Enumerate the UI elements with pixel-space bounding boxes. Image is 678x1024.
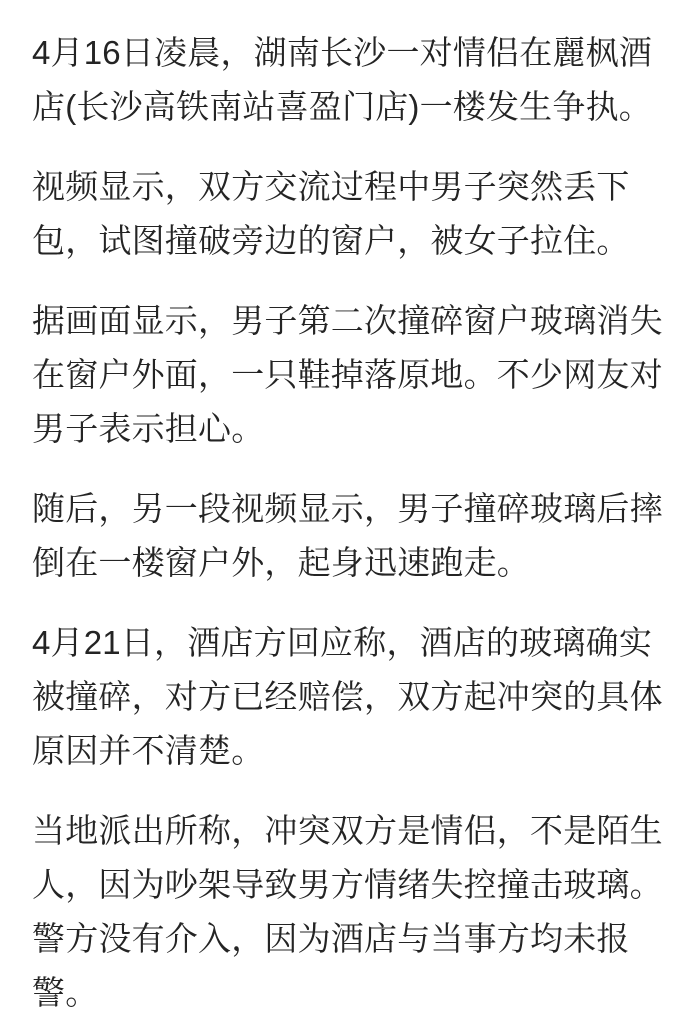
paragraph-5-line-3: 原因并不清楚。: [32, 732, 265, 769]
paragraph-1: [32, 26, 658, 134]
paragraph-4-line-1: 随后，另一段视频显示，男子撞碎玻璃后摔: [32, 490, 663, 527]
paragraph-6: [32, 804, 663, 1020]
paragraph-3-line-2: 在窗户外面，一只鞋掉落原地。不少网友对: [32, 356, 663, 393]
paragraph-6-line-4: 警。: [32, 974, 99, 1011]
paragraph-6-line-3: 警方没有介入，因为酒店与当事方均未报: [32, 920, 630, 957]
paragraph-2-line-2: 包，试图撞破旁边的窗户，被女子拉住。: [32, 222, 630, 259]
paragraph-6-line-1: 当地派出所称，冲突双方是情侣，不是陌生: [32, 812, 663, 849]
paragraph-2: [32, 160, 658, 268]
paragraph-4: [32, 482, 663, 590]
paragraph-3-line-1: 据画面显示，男子第二次撞碎窗户玻璃消失: [32, 302, 663, 339]
paragraph-1-line-1: 4月16日凌晨，湖南长沙一对情侣在麗枫酒: [32, 34, 653, 71]
paragraph-4-line-2: 倒在一楼窗户外，起身迅速跑走。: [32, 544, 530, 581]
paragraph-3-line-3: 男子表示担心。: [32, 410, 265, 447]
paragraph-5-line-2: 被撞碎，对方已经赔偿，双方起冲突的具体: [32, 678, 663, 715]
paragraph-3: [32, 294, 663, 456]
paragraph-5: [32, 616, 663, 778]
paragraph-5-line-1: 4月21日，酒店方回应称，酒店的玻璃确实: [32, 624, 653, 661]
paragraph-2-line-1: 视频显示，双方交流过程中男子突然丢下: [32, 168, 630, 205]
paragraph-1-line-2: 店(长沙高铁南站喜盈门店)一楼发生争执。: [32, 88, 652, 125]
paragraph-6-line-2: 人，因为吵架导致男方情绪失控撞击玻璃。: [32, 866, 663, 903]
